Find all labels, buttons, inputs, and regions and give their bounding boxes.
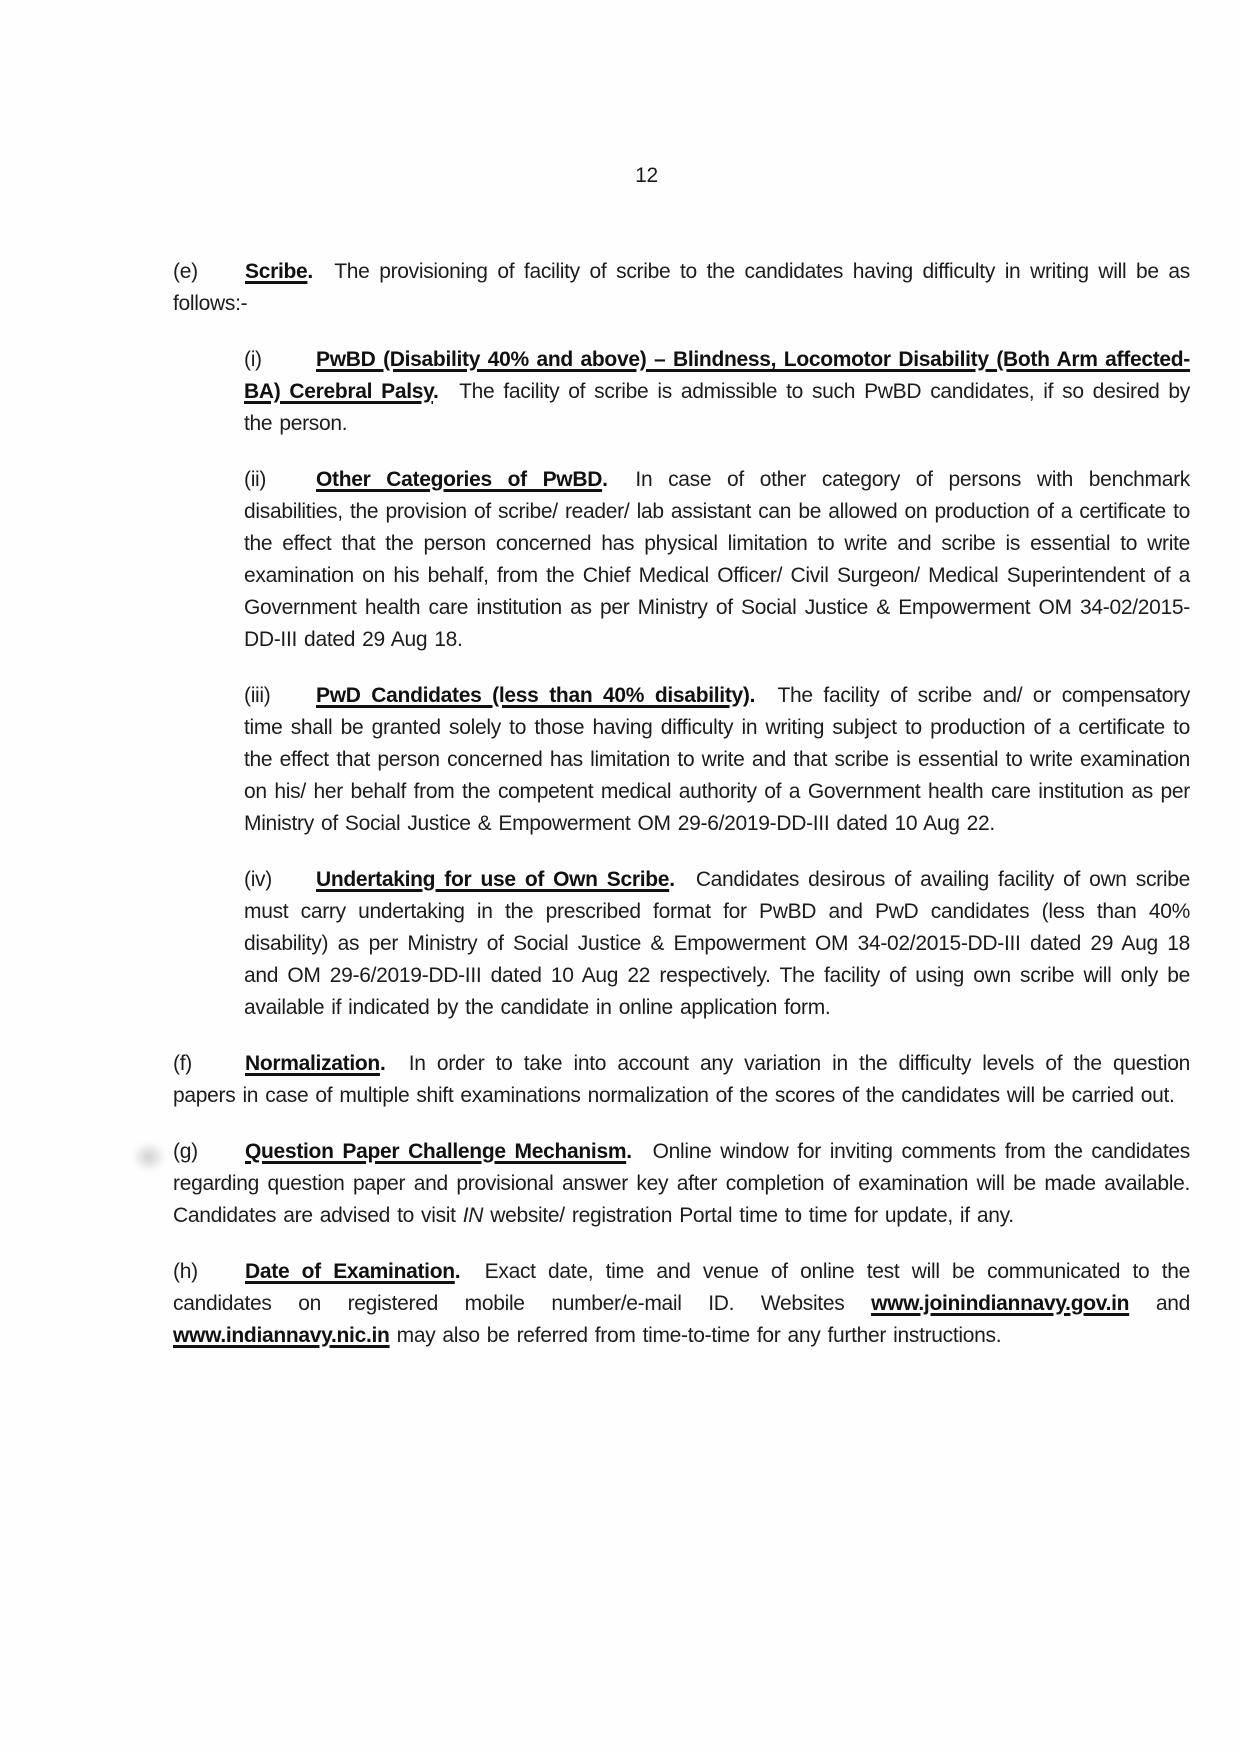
section-f	[173, 1048, 1190, 1112]
subsection-iv-body: Candidates desirous of availing facility of own scribe must carry undertaking in the prescribed format for PwBD and PwD candidates (less than 40% disability) as per Ministry of Social Justice & Empowerment OM 34-02/2015-DD-III dated 29 Aug 18 and OM 29-6/2019-DD-III dated 10 Aug 22 respectively. The facility of using own scribe will only be available if indicated by the candidate in online application form.	[244, 868, 1190, 1019]
subsection-iii-body: The facility of scribe and/ or compensatory time shall be granted solely to those having difficulty in writing subject to production of a certificate to the effect that person concerned has limitation to write and that scribe is essential to write examination on his/ her behalf from the competent medical authority of a Government health care institution as per Ministry of Social Justice & Empowerment OM 29-6/2019-DD-III dated 10 Aug 22.	[244, 684, 1190, 835]
section-f-heading: Normalization	[245, 1052, 380, 1075]
subsection-iv-heading-period: .	[669, 868, 675, 891]
section-g-heading-period: .	[626, 1140, 632, 1163]
subsection-iv-label: (iv)	[244, 868, 272, 891]
section-f-body: In order to take into account any variation in the difficulty levels of the question papers in case of multiple shift examinations normalization of the scores of the candidates will be carried out.	[173, 1052, 1190, 1107]
subsection-i-heading-period: .	[433, 380, 439, 403]
section-g-body-part2: website/ registration Portal time to time for update, if any.	[490, 1204, 1014, 1227]
section-h-body-part2: may also be referred from time-to-time for any further instructions.	[396, 1324, 1002, 1347]
subsection-iv	[244, 864, 1190, 1024]
subsection-iii-heading-period: .	[749, 684, 756, 707]
section-e-body: The provisioning of facility of scribe to the candidates having difficulty in writing will be as follows:-	[173, 260, 1190, 315]
indiannavy-url-text: www.indiannavy.nic.in	[173, 1324, 390, 1347]
section-g-body-part1: Online window for inviting comments from the candidates regarding question paper and provisional answer key after completion of examination will be made available. Candidates are advised to visit	[173, 1140, 1190, 1227]
section-f-label: (f)	[173, 1052, 192, 1075]
subsection-iii-heading: PwD Candidates (less than 40% disability)	[316, 684, 750, 707]
subsection-i-heading: PwBD (Disability 40% and above) – Blindness, Locomotor Disability (Both Arm affected- BA) Cerebral Palsy	[244, 348, 1190, 403]
subsection-iii-label: (iii)	[244, 684, 271, 707]
subsection-ii-label: (ii)	[244, 468, 267, 491]
section-f-heading-period: .	[379, 1052, 386, 1075]
section-e-heading-period: .	[307, 260, 313, 283]
section-e	[173, 256, 1190, 320]
section-h-conjunction: and	[1155, 1292, 1190, 1315]
subsection-ii	[244, 464, 1190, 656]
subsection-iv-heading: Undertaking for use of Own Scribe	[316, 868, 670, 891]
subsection-i-label: (i)	[244, 348, 262, 371]
section-h-label: (h)	[173, 1260, 198, 1283]
section-h	[173, 1256, 1190, 1352]
subsection-i-body: The facility of scribe is admissible to such PwBD candidates, if so desired by the person.	[244, 380, 1191, 435]
subsection-ii-heading: Other Categories of PwBD	[316, 468, 603, 491]
section-g-body-italic-abbrev: IN	[462, 1204, 484, 1227]
section-g	[173, 1136, 1190, 1232]
subsection-i	[244, 344, 1190, 440]
section-h-heading-period: .	[454, 1260, 461, 1283]
subsection-ii-heading-period: .	[602, 468, 608, 491]
joinindiannavy-url-text: www.joinindiannavy.gov.in	[871, 1292, 1130, 1315]
subsection-iii	[244, 680, 1190, 840]
section-g-label: (g)	[173, 1140, 198, 1163]
page-number: 12	[635, 164, 658, 187]
section-e-label: (e)	[173, 260, 198, 283]
section-g-heading: Question Paper Challenge Mechanism	[245, 1140, 627, 1163]
scan-smudge-artifact	[132, 1142, 166, 1172]
section-h-heading: Date of Examination	[245, 1260, 455, 1283]
section-e-heading: Scribe	[245, 260, 308, 283]
subsection-ii-body: In case of other category of persons with benchmark disabilities, the provision of scribe/ reader/ lab assistant can be allowed on production of a certificate to the effect that the person concerned has physical limitation to write and scribe is essential to write examination on his behalf, from the Chief Medical Officer/ Civil Surgeon/ Medical Superintendent of a Government health care institution as per Ministry of Social Justice & Empowerment OM 34-02/2015-DD-III dated 29 Aug 18.	[244, 468, 1190, 651]
section-h-body-part1: Exact date, time and venue of online test will be communicated to the candidates on registered mobile number/e-mail ID. Websites	[173, 1260, 1190, 1315]
